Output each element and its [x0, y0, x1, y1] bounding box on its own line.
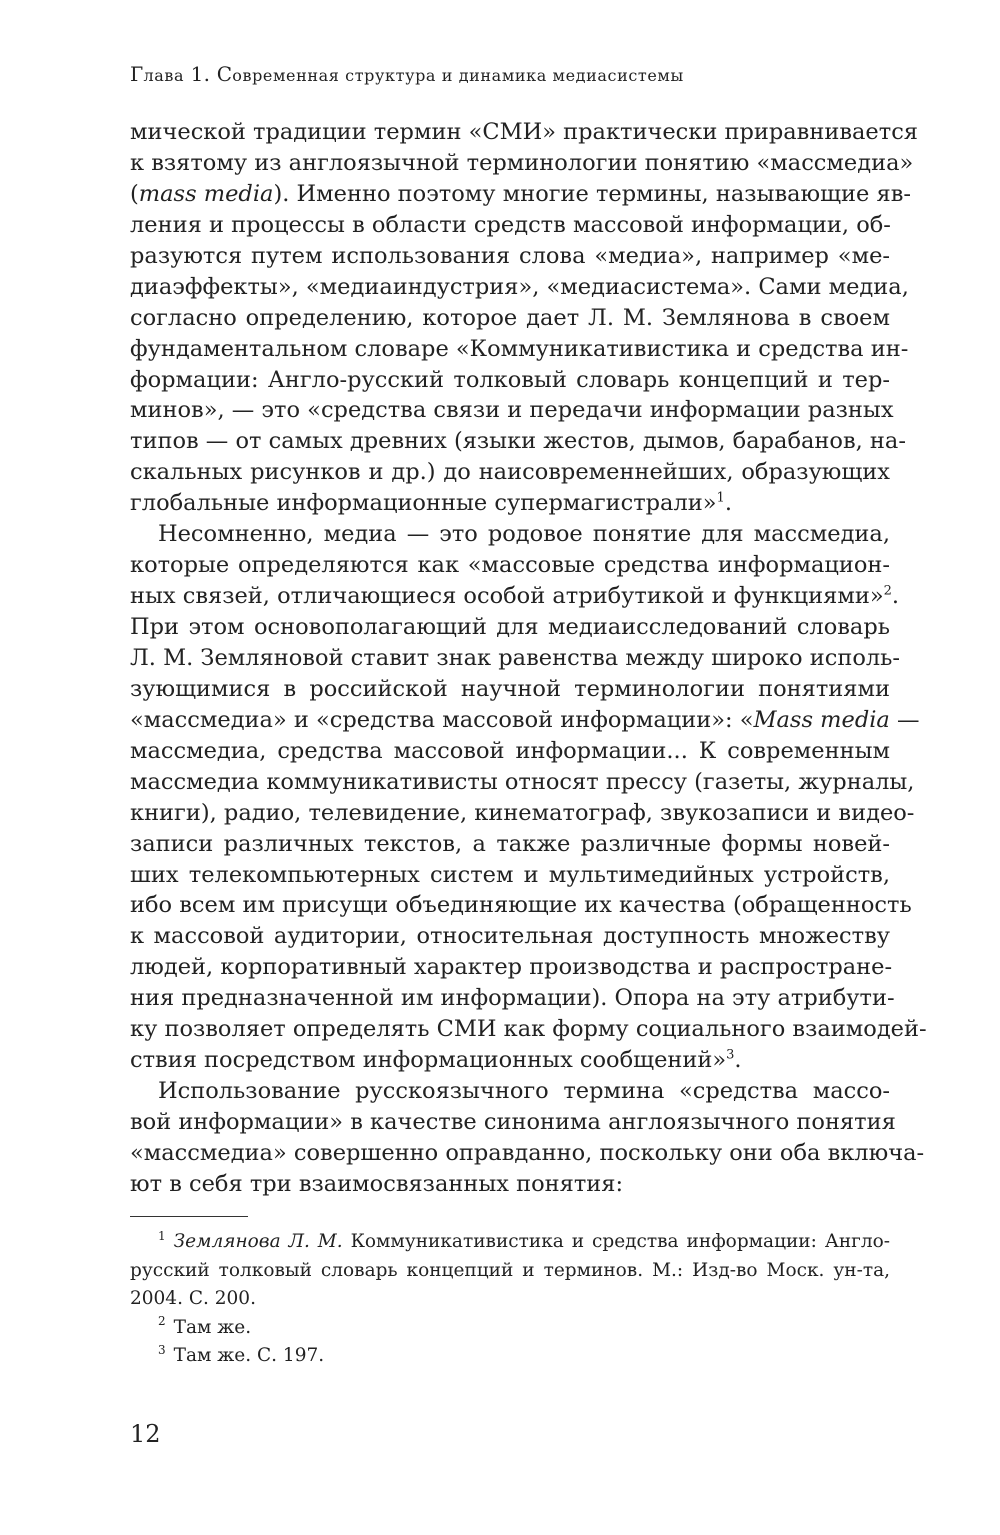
text-line: фундаментальном словаре «Коммуникативистика и средства ин-: [130, 335, 909, 362]
text-fragment: ). Именно поэтому многие термины, называющие яв-: [273, 180, 911, 207]
footnotes: [130, 1228, 890, 1371]
text-line: разуются путем использования слова «медиа», например «ме-: [130, 242, 890, 269]
text-fragment: ных связей, отличающиеся особой атрибутикой и функциями»: [130, 583, 884, 610]
italic-term: Mass media: [753, 706, 890, 733]
text-fragment: .: [734, 1047, 742, 1074]
footnote-text: Там же. С. 197.: [173, 1345, 325, 1366]
text-line: При этом основополагающий для медиаисследований словарь: [130, 614, 890, 640]
text-line: согласно определению, которое дает Л. М. Землянова в своем: [130, 304, 890, 331]
footnote-1: [130, 1228, 890, 1257]
text-line: ку позволяет определять СМИ как форму социального взаимодей-: [130, 1016, 927, 1043]
footnote-text-line: 2004. С. 200.: [130, 1288, 256, 1309]
text-line: [130, 581, 900, 612]
text-line: книги), радио, телевидение, кинематограф, звукозаписи и видео-: [130, 799, 915, 826]
footnote-divider: [130, 1216, 248, 1217]
text-line: ния предназначенной им информации). Опора на эту атрибути-: [130, 985, 895, 1012]
running-head-word: лава: [143, 66, 185, 85]
text-line: [130, 179, 911, 210]
text-line: Несомненно, медиа — это родовое понятие для массмедиа,: [158, 521, 890, 548]
text-fragment: —: [889, 706, 920, 733]
text-line: ибо всем им присущи объединяющие их качества (обращенность: [130, 892, 912, 919]
footnote-ref[interactable]: 1: [716, 490, 725, 506]
text-line: массмедиа коммуникативисты относят прессу (газеты, журналы,: [130, 768, 915, 795]
footnote-text: Там же.: [173, 1316, 252, 1338]
footnote-author: Землянова Л. М.: [173, 1231, 343, 1252]
running-head-title: овременная структура и динамика медиасистемы: [232, 66, 684, 85]
text-fragment: (: [130, 180, 139, 207]
running-head-title-first-letter: С: [216, 62, 233, 86]
text-line: [130, 705, 920, 736]
text-line: людей, корпоративный характер производства и распростране-: [130, 954, 893, 981]
text-line: к взятому из англоязычной терминологии понятию «массмедиа»: [130, 149, 914, 176]
text-fragment: .: [724, 490, 732, 517]
footnote-text-line: русский толковый словарь концепций и терминов. М.: Изд-во Моск. ун-та,: [130, 1259, 890, 1281]
body-text: [130, 117, 927, 1200]
text-line: формации: Англо-русский толковый словарь концепций и тер-: [130, 366, 890, 393]
text-fragment: глобальные информационные супермагистрали»: [130, 490, 717, 517]
text-line: зующимися в российской научной терминологии понятиями: [130, 675, 890, 702]
footnote-number: 1: [158, 1228, 166, 1243]
footnote-2: [130, 1314, 890, 1343]
running-head-chapter-number: 1.: [184, 62, 217, 86]
text-line: ют в себя три взаимосвязанных понятия:: [130, 1170, 624, 1197]
text-line: вой информации» в качестве синонима англоязычного понятия: [130, 1109, 896, 1135]
footnote-ref[interactable]: 2: [883, 583, 892, 599]
text-line: минов», — это «средства связи и передачи информации разных: [130, 397, 894, 424]
footnote-3: [130, 1342, 890, 1371]
text-line: Использование русскоязычного термина «средства массо-: [158, 1078, 890, 1105]
footnote-ref[interactable]: 3: [726, 1047, 735, 1063]
text-fragment: «массмедиа» и «средства массовой информации»: «: [130, 706, 754, 733]
text-line: которые определяются как «массовые средства информацион-: [130, 552, 890, 579]
text-line: к массовой аудитории, относительная доступность множеству: [130, 923, 890, 950]
text-line: скальных рисунков и др.) до наисовременнейших, образующих: [130, 459, 890, 486]
text-line: [130, 488, 890, 519]
footnote-number: 2: [158, 1314, 166, 1329]
text-line: ших телекомпьютерных систем и мультимедийных устройств,: [130, 861, 890, 888]
footnote-text: Коммуникативистика и средства информации: Англо-: [342, 1231, 890, 1252]
text-line: ления и процессы в области средств массовой информации, об-: [130, 211, 891, 238]
italic-term: mass media: [138, 180, 274, 207]
text-line: диаэффекты», «медиаиндустрия», «медиасистема». Сами медиа,: [130, 273, 909, 300]
running-head: [130, 61, 890, 89]
text-fragment: .: [891, 583, 900, 610]
running-head-first-letter: Г: [130, 62, 144, 86]
text-line: Л. М. Земляновой ставит знак равенства между широко исполь-: [130, 644, 901, 671]
page-number: 12: [130, 1420, 161, 1448]
text-fragment: ствия посредством информационных сообщений»: [130, 1047, 727, 1074]
text-line: «массмедиа» совершенно оправданно, поскольку они оба включа-: [130, 1139, 925, 1166]
text-line: записи различных текстов, а также различные формы новей-: [130, 830, 890, 857]
footnote-number: 3: [158, 1342, 166, 1357]
text-line: мической традиции термин «СМИ» практически приравнивается: [130, 119, 918, 145]
text-line: типов — от самых древних (языки жестов, дымов, барабанов, на-: [130, 428, 906, 455]
text-line: массмедиа, средства массовой информации... К современным: [130, 737, 890, 764]
text-line: [130, 1045, 890, 1076]
